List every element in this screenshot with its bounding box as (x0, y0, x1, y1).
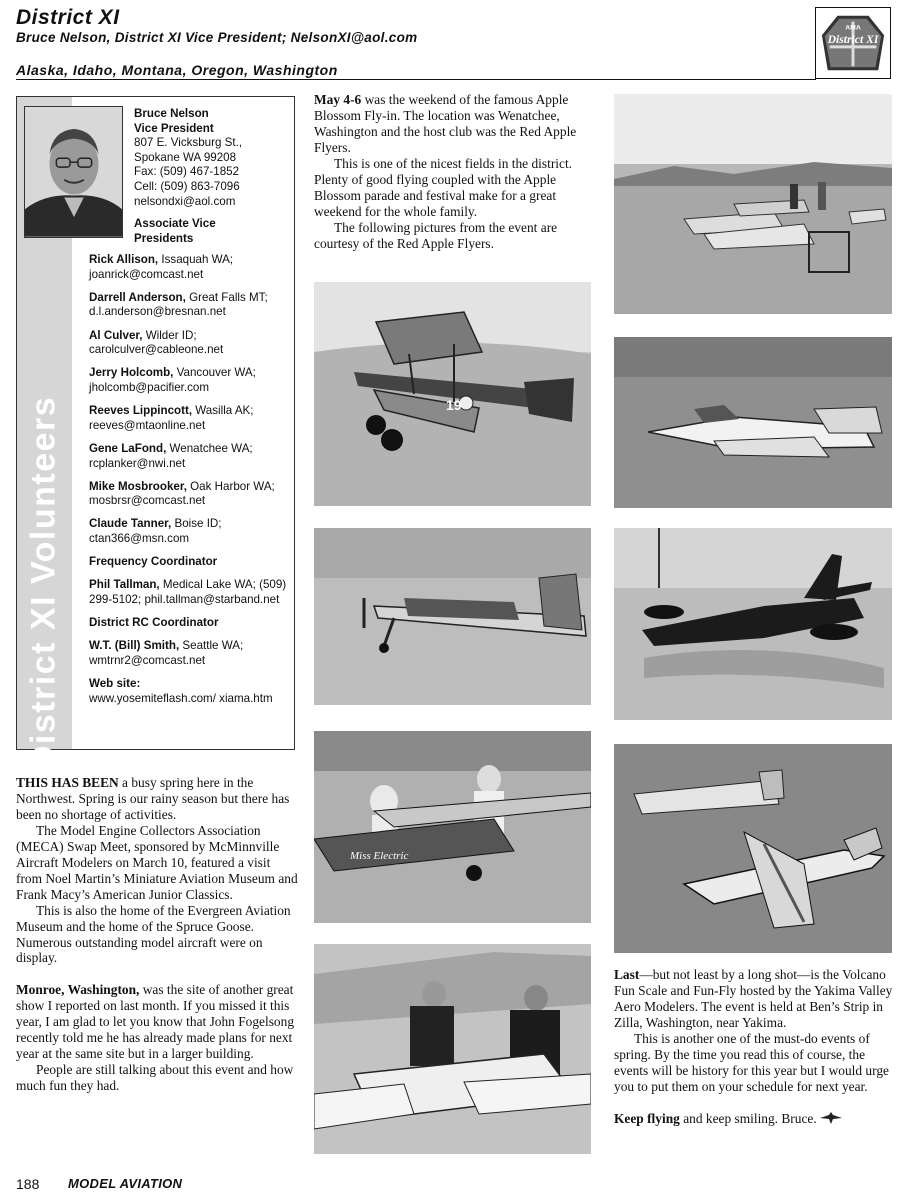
column-3-text (614, 967, 894, 1128)
list-item (89, 517, 289, 546)
biplane-image (314, 282, 591, 506)
list-item (89, 442, 289, 471)
paragraph (314, 92, 596, 156)
photo-jet-runway (614, 337, 892, 508)
paragraph: The following pictures from the event are courtesy of the Red Apple Flyers. (314, 219, 558, 251)
paragraph: This is one of the nicest fields in the district. Plenty of good flying coupled with the Apple Blossom parade and festival make for a great weekend for the whole family. (314, 155, 573, 219)
volunteer-info: Great Falls MT; d.l.anderson@bresnan.net (89, 290, 268, 319)
list-item (89, 291, 289, 320)
ama-logo-icon (820, 1112, 842, 1128)
avp-heading-line2: Presidents (134, 231, 194, 245)
photo-flightline (614, 94, 892, 314)
photo-jet-workers (314, 944, 591, 1154)
lead-in: May 4-6 (314, 92, 362, 107)
volunteer-info: Seattle WA; wmtrnr2@comcast.net (89, 639, 244, 667)
vp-name: Bruce Nelson (134, 107, 209, 120)
photo-aerobatic (314, 528, 591, 705)
photo-meca-swap-meet (314, 731, 591, 923)
column-1-text (16, 775, 298, 1094)
lead-in: Monroe, Washington, (16, 982, 140, 998)
paragraph (614, 967, 894, 1031)
logo-district-text: District XI (827, 33, 879, 46)
paragraph: The Model Engine Collectors Association (MECA) Swap Meet, sponsored by McMinnville Aircraft Modelers on March 10, featured a visit from Noel Martin’s Miniature Aviation Museum and Frank Macy’s American Junior Classics. (16, 822, 298, 902)
web-url[interactable]: www.yosemiteflash.com/ xiama.htm (89, 691, 273, 705)
paragraph (16, 775, 298, 823)
vp-portrait (24, 106, 123, 238)
paragraph: This is another one of the must-do events of spring. By the time you read this of course, the events will be history for this year but I would urge you to put them on your schedule for next year. (614, 1030, 889, 1094)
vp-address2: Spokane WA 99208 (134, 150, 237, 164)
panther-jet-image (614, 528, 892, 720)
volunteer-name: Jerry Holcomb, (89, 366, 174, 380)
vp-title: Vice President (134, 121, 214, 135)
list-item (89, 404, 289, 433)
magazine-name: MODEL AVIATION (68, 1176, 183, 1191)
list-item (89, 329, 289, 358)
volunteer-info: Medical Lake WA; (509) 299-5102; phil.tallman@starband.net (89, 578, 287, 607)
volunteers-box (16, 96, 295, 771)
list-item (89, 366, 289, 395)
biplane-code-text: 19 (446, 397, 462, 413)
logo-ama-text: AMA (845, 24, 861, 32)
volunteer-name: Mike Mosbrooker, (89, 479, 187, 493)
volunteer-info: Wenatchee WA; rcplanker@nwi.net (89, 441, 253, 470)
volunteer-name: Darrell Anderson, (89, 290, 186, 304)
paragraph-text: was the site of another great show I reported on last month. If you missed it this year, I am glad to let you know that John Fogelsong recently told me he has already made plans for next year at the same site but in a larger building. (16, 982, 295, 1062)
page-subtitle: Bruce Nelson, District XI Vice President; NelsonXI@aol.com (16, 30, 418, 45)
list-item (89, 480, 289, 509)
paragraph: People are still talking about this event and how much fun they had. (16, 1062, 294, 1094)
two-jets-image (614, 744, 892, 953)
column-2-text (314, 92, 596, 252)
lead-in: Last (614, 967, 640, 982)
photo-biplane (314, 282, 591, 506)
volunteers-band-label: District XI Volunteers (24, 395, 63, 771)
rc-heading: District RC Coordinator (89, 616, 219, 630)
swap-meet-image (314, 731, 591, 923)
avp-heading-line1: Associate Vice (134, 217, 216, 231)
mesa-nose-text: Miss Electric (350, 850, 409, 862)
lead-in: Keep flying (614, 1110, 680, 1126)
lead-in: THIS HAS BEEN (16, 775, 119, 790)
photo-two-jets (614, 744, 892, 953)
portrait-image (25, 107, 122, 237)
volunteer-name: Phil Tallman, (89, 578, 160, 592)
district-states: Alaska, Idaho, Montana, Oregon, Washington (16, 62, 338, 78)
aerobatic-plane-image (314, 528, 591, 705)
vp-email[interactable]: nelsondxi@aol.com (134, 194, 236, 208)
web-heading: Web site: (89, 677, 141, 691)
volunteer-info: Wasilla AK; reeves@mtaonline.net (89, 404, 254, 432)
page-title: District XI (16, 6, 120, 29)
volunteer-name: Rick Allison, (89, 253, 159, 266)
paragraph: This is also the home of the Evergreen Aviation Museum and the home of the Spruce Goose. Numerous outstanding model aircraft were on display. (16, 902, 291, 966)
paragraph-text: and keep smiling. Bruce. (679, 1110, 817, 1126)
page-number: 188 (16, 1176, 40, 1192)
list-item (89, 578, 289, 607)
volunteer-name: Claude Tanner, (89, 517, 172, 531)
vp-address1: 807 E. Vicksburg St., (134, 136, 243, 150)
volunteer-info: Oak Harbor WA; mosbrsr@comcast.net (89, 479, 275, 508)
paragraph-text: was the weekend of the famous Apple Blossom Fly-in. The location was Wenatchee, Washington and the host club was the Red Apple Flyers. (314, 92, 577, 155)
list-item (89, 253, 289, 282)
volunteer-name: Al Culver, (89, 328, 143, 342)
vp-fax: Fax: (509) 467-1852 (134, 165, 240, 179)
freq-heading: Frequency Coordinator (89, 555, 218, 569)
volunteer-name: Reeves Lippincott, (89, 404, 193, 418)
jet-runway-image (614, 337, 892, 508)
list-item (89, 639, 289, 668)
vp-cell: Cell: (509) 863-7096 (134, 179, 240, 193)
paragraph-text: —but not least by a long shot—is the Volcano Fun Scale and Fun-Fly hosted by the Yakima Valley Aero Modelers. The event is held at Ben’s Strip in Zilla, Washington, near Yakima. (614, 967, 893, 1030)
paragraph-text: a busy spring here in the Northwest. Spring is our rainy season but there has been no shortage of activities. (16, 775, 290, 822)
photo-panther-jet (614, 528, 892, 720)
volunteer-list (89, 253, 289, 706)
jet-workers-image (314, 944, 591, 1154)
volunteer-info: Vancouver WA; jholcomb@pacifier.com (89, 366, 256, 394)
volunteer-name: Gene LaFond, (89, 441, 167, 455)
vp-contact (134, 107, 292, 246)
volunteer-name: W.T. (Bill) Smith, (89, 639, 180, 653)
flightline-image (614, 94, 892, 314)
ama-district-logo-icon (816, 8, 890, 78)
volunteer-info: Wilder ID; carolculver@cableone.net (89, 328, 224, 357)
paragraph (16, 982, 298, 1062)
district-logo (815, 7, 891, 79)
header-rule (16, 79, 816, 80)
volunteer-info: Boise ID; ctan366@msn.com (89, 517, 222, 546)
volunteer-info: Issaquah WA; joanrick@comcast.net (89, 253, 234, 281)
paragraph (614, 1111, 894, 1128)
